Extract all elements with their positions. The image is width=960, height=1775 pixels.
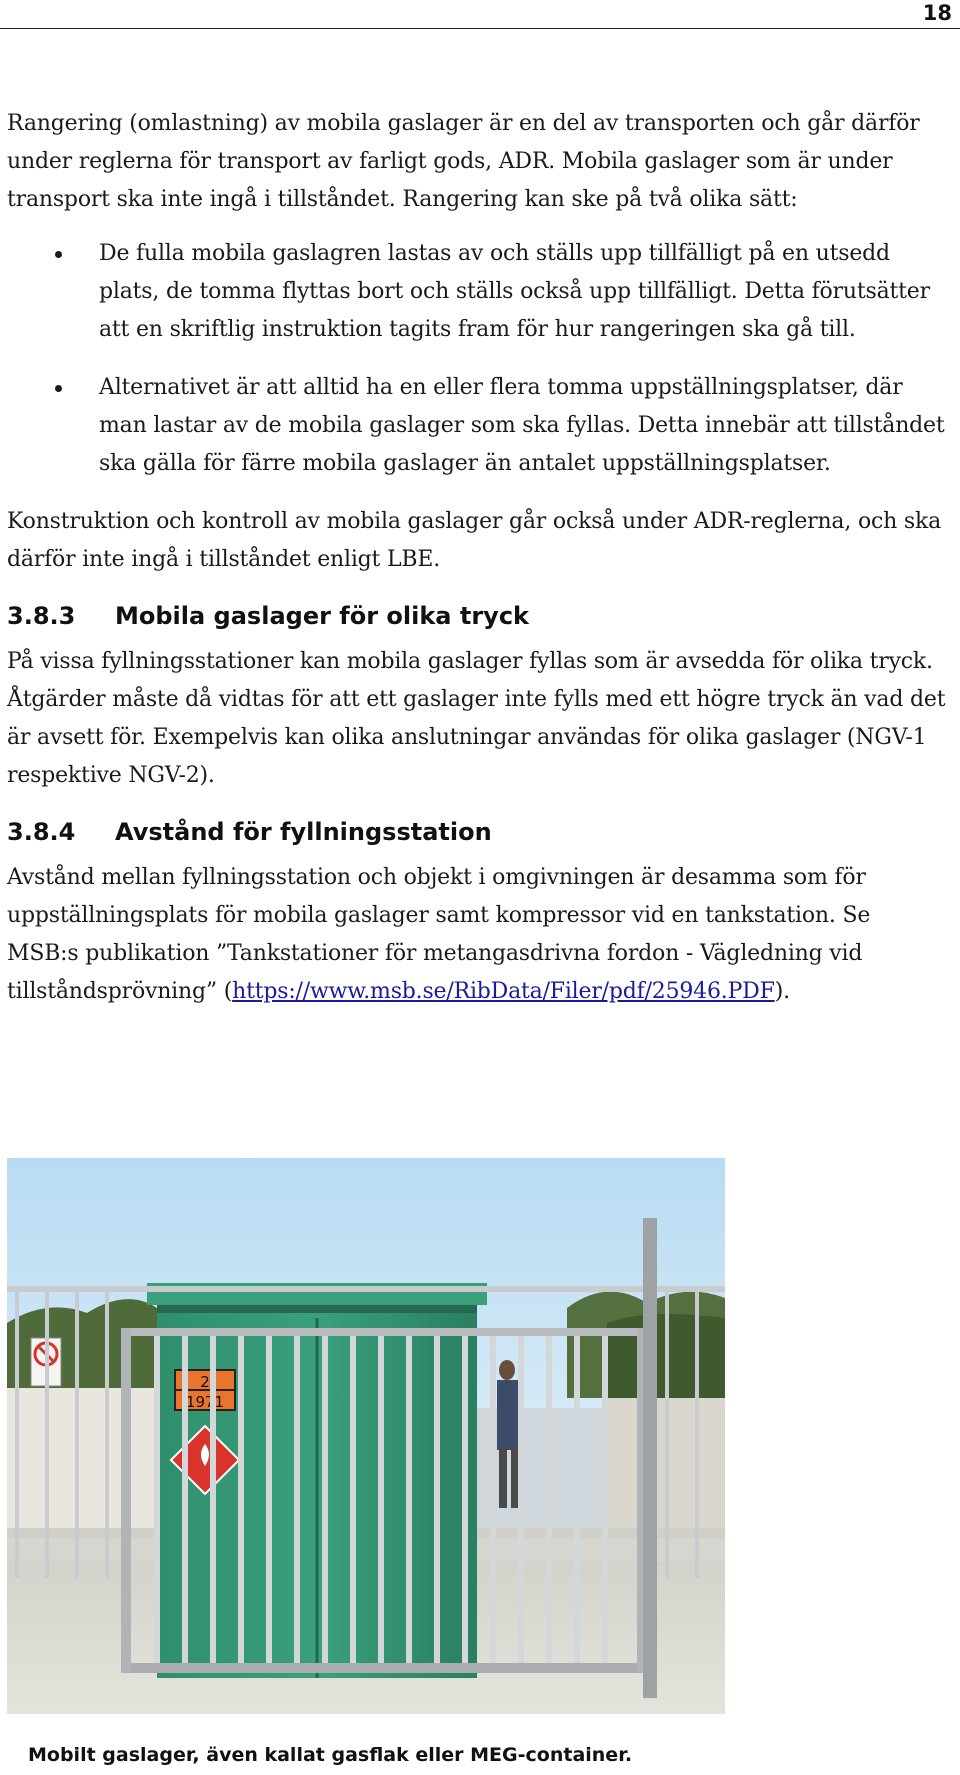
photo-caption: Mobilt gaslager, även kallat gasflak eller MEG-container. [28,1744,633,1766]
bullet-text: Alternativet är att alltid ha en eller flera tomma uppställningsplatser, där man lastar av de mobila gaslager som ska fyllas. Detta innebär att tillståndet ska gälla för färre mobila gaslager än antalet uppställningsplatser. [99,375,945,476]
bullet-icon [55,385,62,392]
construction-paragraph: Konstruktion och kontroll av mobila gaslager går också under ADR-reglerna, och ska därför inte ingå i tillståndet enligt LBE. [7,509,942,572]
page-number: 18 [922,1,952,25]
section-heading-384 [7,815,947,849]
bullet-icon [55,251,62,258]
msb-publication-link[interactable]: https://www.msb.se/RibData/Filer/pdf/25946.PDF [232,979,775,1004]
bullet-item [7,369,947,483]
container-photo [7,1158,725,1714]
document-body [7,105,947,1011]
section-title: Avstånd för fyllningsstation [115,818,492,846]
placard-bottom-text: 1971 [185,1393,225,1411]
section-title: Mobila gaslager för olika tryck [115,602,529,630]
body-text: Avstånd mellan fyllningsstation och objekt i omgivningen är desamma som för uppställningsplats för mobila gaslager samt kompressor vid en tankstation. Se MSB:s publikation ”Tankstationer för metangasdrivna fordon - Vägledning vid tillståndsprövning” ( [7,865,871,1004]
bullet-list [7,235,947,483]
section-number: 3.8.3 [7,602,76,630]
page-header [0,0,960,29]
section-number: 3.8.4 [7,818,76,846]
bullet-item [7,235,947,349]
section-384-body [7,859,947,1011]
intro-paragraph: Rangering (omlastning) av mobila gaslager är en del av transporten och går därför under reglerna för transport av farligt gods, ADR. Mobila gaslager som är under transport ska inte ingå i tillståndet. Rangering kan ske på två olika sätt: [7,111,920,212]
body-text-end: ). [774,979,790,1004]
bullet-text: De fulla mobila gaslagren lastas av och ställs upp tillfälligt på en utsedd plats, de tomma flyttas bort och ställs också upp tillfälligt. Detta förutsätter att en skriftlig instruktion tagits fram för hur rangeringen ska gå till. [99,241,930,342]
gas-container-photo-illustration [7,1158,725,1714]
section-383-body: På vissa fyllningsstationer kan mobila gaslager fyllas som är avsedda för olika tryck. Åtgärder måste då vidtas för att ett gaslager inte fylls med ett högre tryck än vad det är avsett för. Exempelvis kan olika anslutningar användas för olika gaslager (NGV-1 respektive NGV-2). [7,649,946,788]
placard-top-text: 2 [200,1373,210,1391]
section-heading-383 [7,599,947,633]
